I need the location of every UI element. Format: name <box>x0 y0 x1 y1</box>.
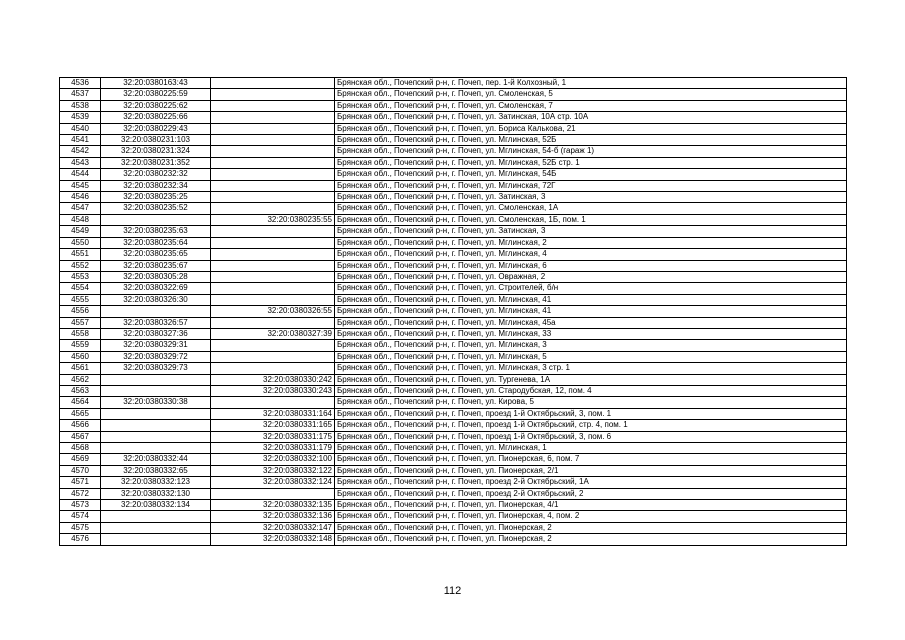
row-number-cell: 4556 <box>60 306 101 317</box>
row-number-cell: 4569 <box>60 454 101 465</box>
building-cadastral-number-cell <box>211 249 335 260</box>
table-row <box>60 169 847 180</box>
building-cadastral-number-cell: 32:20:0380330:242 <box>211 374 335 385</box>
table-row <box>60 203 847 214</box>
land-cadastral-number-cell <box>101 511 211 522</box>
table-row <box>60 374 847 385</box>
land-cadastral-number-cell: 32:20:0380235:65 <box>101 249 211 260</box>
land-cadastral-number-cell: 32:20:0380225:62 <box>101 100 211 111</box>
row-number-cell: 4560 <box>60 351 101 362</box>
building-cadastral-number-cell <box>211 260 335 271</box>
table-row <box>60 78 847 89</box>
land-cadastral-number-cell <box>101 385 211 396</box>
address-cell: Брянская обл., Почепский р-н, г. Почеп, проезд 1-й Октябрьский, 3, пом. 1 <box>335 408 847 419</box>
table-row <box>60 522 847 533</box>
building-cadastral-number-cell <box>211 169 335 180</box>
row-number-cell: 4564 <box>60 397 101 408</box>
row-number-cell: 4547 <box>60 203 101 214</box>
land-cadastral-number-cell <box>101 443 211 454</box>
table-row <box>60 283 847 294</box>
table-row <box>60 100 847 111</box>
row-number-cell: 4575 <box>60 522 101 533</box>
building-cadastral-number-cell: 32:20:0380331:179 <box>211 443 335 454</box>
table-row <box>60 500 847 511</box>
land-cadastral-number-cell: 32:20:0380326:57 <box>101 317 211 328</box>
building-cadastral-number-cell <box>211 397 335 408</box>
address-cell: Брянская обл., Почепский р-н, г. Почеп, проезд 1-й Октябрьский, стр. 4, пом. 1 <box>335 420 847 431</box>
land-cadastral-number-cell <box>101 420 211 431</box>
land-cadastral-number-cell: 32:20:0380327:36 <box>101 328 211 339</box>
table-row <box>60 317 847 328</box>
address-cell: Брянская обл., Почепский р-н, г. Почеп, ул. Мглинская, 54Б <box>335 169 847 180</box>
table-row <box>60 180 847 191</box>
address-cell: Брянская обл., Почепский р-н, г. Почеп, пер. 1-й Колхозный, 1 <box>335 78 847 89</box>
table-row <box>60 431 847 442</box>
address-cell: Брянская обл., Почепский р-н, г. Почеп, ул. Затинская, 10А стр. 10А <box>335 112 847 123</box>
row-number-cell: 4541 <box>60 135 101 146</box>
land-cadastral-number-cell: 32:20:0380330:38 <box>101 397 211 408</box>
row-number-cell: 4565 <box>60 408 101 419</box>
building-cadastral-number-cell: 32:20:0380235:55 <box>211 214 335 225</box>
row-number-cell: 4548 <box>60 214 101 225</box>
row-number-cell: 4554 <box>60 283 101 294</box>
land-cadastral-number-cell <box>101 534 211 545</box>
table-row <box>60 477 847 488</box>
row-number-cell: 4553 <box>60 271 101 282</box>
building-cadastral-number-cell: 32:20:0380332:147 <box>211 522 335 533</box>
row-number-cell: 4558 <box>60 328 101 339</box>
table-row <box>60 294 847 305</box>
table-row <box>60 89 847 100</box>
table-row <box>60 157 847 168</box>
building-cadastral-number-cell <box>211 294 335 305</box>
row-number-cell: 4543 <box>60 157 101 168</box>
building-cadastral-number-cell <box>211 89 335 100</box>
table-row <box>60 443 847 454</box>
building-cadastral-number-cell <box>211 203 335 214</box>
cadastral-register-table <box>59 77 847 546</box>
row-number-cell: 4571 <box>60 477 101 488</box>
building-cadastral-number-cell: 32:20:0380332:122 <box>211 465 335 476</box>
row-number-cell: 4567 <box>60 431 101 442</box>
page-number: 112 <box>443 585 462 597</box>
land-cadastral-number-cell: 32:20:0380235:64 <box>101 237 211 248</box>
address-cell: Брянская обл., Почепский р-н, г. Почеп, ул. Мглинская, 52Б стр. 1 <box>335 157 847 168</box>
row-number-cell: 4539 <box>60 112 101 123</box>
table-row <box>60 271 847 282</box>
row-number-cell: 4563 <box>60 385 101 396</box>
table-row <box>60 260 847 271</box>
building-cadastral-number-cell: 32:20:0380332:100 <box>211 454 335 465</box>
land-cadastral-number-cell: 32:20:0380163:43 <box>101 78 211 89</box>
table-row <box>60 146 847 157</box>
table-row <box>60 454 847 465</box>
row-number-cell: 4542 <box>60 146 101 157</box>
building-cadastral-number-cell <box>211 180 335 191</box>
land-cadastral-number-cell: 32:20:0380235:25 <box>101 192 211 203</box>
building-cadastral-number-cell: 32:20:0380332:148 <box>211 534 335 545</box>
table-row <box>60 328 847 339</box>
row-number-cell: 4573 <box>60 500 101 511</box>
land-cadastral-number-cell: 32:20:0380332:44 <box>101 454 211 465</box>
row-number-cell: 4544 <box>60 169 101 180</box>
building-cadastral-number-cell <box>211 363 335 374</box>
table-row <box>60 237 847 248</box>
land-cadastral-number-cell: 32:20:0380332:130 <box>101 488 211 499</box>
land-cadastral-number-cell: 32:20:0380225:59 <box>101 89 211 100</box>
land-cadastral-number-cell: 32:20:0380235:63 <box>101 226 211 237</box>
row-number-cell: 4549 <box>60 226 101 237</box>
address-cell: Брянская обл., Почепский р-н, г. Почеп, ул. Овражная, 2 <box>335 271 847 282</box>
building-cadastral-number-cell: 32:20:0380332:136 <box>211 511 335 522</box>
building-cadastral-number-cell: 32:20:0380330:243 <box>211 385 335 396</box>
address-cell: Брянская обл., Почепский р-н, г. Почеп, проезд 2-й Октябрьский, 1А <box>335 477 847 488</box>
land-cadastral-number-cell: 32:20:0380329:73 <box>101 363 211 374</box>
building-cadastral-number-cell: 32:20:0380332:135 <box>211 500 335 511</box>
table-row <box>60 465 847 476</box>
table-row <box>60 249 847 260</box>
address-cell: Брянская обл., Почепский р-н, г. Почеп, ул. Пионерская, 2/1 <box>335 465 847 476</box>
address-cell: Брянская обл., Почепский р-н, г. Почеп, ул. Пионерская, 6, пом. 7 <box>335 454 847 465</box>
building-cadastral-number-cell <box>211 317 335 328</box>
row-number-cell: 4538 <box>60 100 101 111</box>
row-number-cell: 4550 <box>60 237 101 248</box>
address-cell: Брянская обл., Почепский р-н, г. Почеп, ул. Мглинская, 52Б <box>335 135 847 146</box>
land-cadastral-number-cell: 32:20:0380326:30 <box>101 294 211 305</box>
building-cadastral-number-cell <box>211 123 335 134</box>
address-cell: Брянская обл., Почепский р-н, г. Почеп, ул. Мглинская, 3 стр. 1 <box>335 363 847 374</box>
table-row <box>60 123 847 134</box>
address-cell: Брянская обл., Почепский р-н, г. Почеп, ул. Мглинская, 41 <box>335 306 847 317</box>
building-cadastral-number-cell: 32:20:0380326:55 <box>211 306 335 317</box>
land-cadastral-number-cell: 32:20:0380235:67 <box>101 260 211 271</box>
land-cadastral-number-cell: 32:20:0380229:43 <box>101 123 211 134</box>
table-row <box>60 385 847 396</box>
building-cadastral-number-cell <box>211 146 335 157</box>
address-cell: Брянская обл., Почепский р-н, г. Почеп, ул. Стародубская, 12, пом. 4 <box>335 385 847 396</box>
building-cadastral-number-cell <box>211 271 335 282</box>
building-cadastral-number-cell: 32:20:0380331:175 <box>211 431 335 442</box>
building-cadastral-number-cell <box>211 112 335 123</box>
row-number-cell: 4552 <box>60 260 101 271</box>
address-cell: Брянская обл., Почепский р-н, г. Почеп, проезд 2-й Октябрьский, 2 <box>335 488 847 499</box>
table-row <box>60 112 847 123</box>
land-cadastral-number-cell: 32:20:0380329:72 <box>101 351 211 362</box>
register-table-body <box>60 78 847 546</box>
address-cell: Брянская обл., Почепский р-н, г. Почеп, ул. Мглинская, 6 <box>335 260 847 271</box>
table-row <box>60 306 847 317</box>
address-cell: Брянская обл., Почепский р-н, г. Почеп, ул. Мглинская, 33 <box>335 328 847 339</box>
land-cadastral-number-cell <box>101 431 211 442</box>
land-cadastral-number-cell: 32:20:0380232:34 <box>101 180 211 191</box>
address-cell: Брянская обл., Почепский р-н, г. Почеп, ул. Пионерская, 4/1 <box>335 500 847 511</box>
table-row <box>60 408 847 419</box>
address-cell: Брянская обл., Почепский р-н, г. Почеп, ул. Мглинская, 72Г <box>335 180 847 191</box>
building-cadastral-number-cell <box>211 283 335 294</box>
row-number-cell: 4557 <box>60 317 101 328</box>
building-cadastral-number-cell: 32:20:0380331:165 <box>211 420 335 431</box>
table-row <box>60 534 847 545</box>
land-cadastral-number-cell: 32:20:0380322:69 <box>101 283 211 294</box>
row-number-cell: 4568 <box>60 443 101 454</box>
building-cadastral-number-cell <box>211 78 335 89</box>
building-cadastral-number-cell <box>211 157 335 168</box>
building-cadastral-number-cell <box>211 226 335 237</box>
building-cadastral-number-cell: 32:20:0380327:39 <box>211 328 335 339</box>
row-number-cell: 4574 <box>60 511 101 522</box>
address-cell: Брянская обл., Почепский р-н, г. Почеп, ул. Мглинская, 54-б (гараж 1) <box>335 146 847 157</box>
land-cadastral-number-cell: 32:20:0380231:103 <box>101 135 211 146</box>
table-row <box>60 397 847 408</box>
building-cadastral-number-cell <box>211 135 335 146</box>
address-cell: Брянская обл., Почепский р-н, г. Почеп, проезд 1-й Октябрьский, 3, пом. 6 <box>335 431 847 442</box>
address-cell: Брянская обл., Почепский р-н, г. Почеп, ул. Смоленская, 1А <box>335 203 847 214</box>
table-row <box>60 340 847 351</box>
address-cell: Брянская обл., Почепский р-н, г. Почеп, ул. Мглинская, 4 <box>335 249 847 260</box>
building-cadastral-number-cell <box>211 237 335 248</box>
building-cadastral-number-cell: 32:20:0380331:164 <box>211 408 335 419</box>
land-cadastral-number-cell <box>101 374 211 385</box>
row-number-cell: 4536 <box>60 78 101 89</box>
row-number-cell: 4572 <box>60 488 101 499</box>
address-cell: Брянская обл., Почепский р-н, г. Почеп, ул. Пионерская, 4, пом. 2 <box>335 511 847 522</box>
land-cadastral-number-cell: 32:20:0380231:324 <box>101 146 211 157</box>
land-cadastral-number-cell: 32:20:0380305:28 <box>101 271 211 282</box>
row-number-cell: 4576 <box>60 534 101 545</box>
row-number-cell: 4551 <box>60 249 101 260</box>
row-number-cell: 4555 <box>60 294 101 305</box>
land-cadastral-number-cell: 32:20:0380332:134 <box>101 500 211 511</box>
table-row <box>60 511 847 522</box>
address-cell: Брянская обл., Почепский р-н, г. Почеп, ул. Мглинская, 41 <box>335 294 847 305</box>
address-cell: Брянская обл., Почепский р-н, г. Почеп, ул. Затинская, 3 <box>335 192 847 203</box>
land-cadastral-number-cell: 32:20:0380232:32 <box>101 169 211 180</box>
table-row <box>60 351 847 362</box>
table-row <box>60 363 847 374</box>
row-number-cell: 4570 <box>60 465 101 476</box>
address-cell: Брянская обл., Почепский р-н, г. Почеп, ул. Мглинская, 3 <box>335 340 847 351</box>
row-number-cell: 4562 <box>60 374 101 385</box>
land-cadastral-number-cell: 32:20:0380329:31 <box>101 340 211 351</box>
row-number-cell: 4537 <box>60 89 101 100</box>
land-cadastral-number-cell: 32:20:0380332:65 <box>101 465 211 476</box>
row-number-cell: 4546 <box>60 192 101 203</box>
row-number-cell: 4561 <box>60 363 101 374</box>
address-cell: Брянская обл., Почепский р-н, г. Почеп, ул. Мглинская, 1 <box>335 443 847 454</box>
land-cadastral-number-cell <box>101 306 211 317</box>
row-number-cell: 4559 <box>60 340 101 351</box>
address-cell: Брянская обл., Почепский р-н, г. Почеп, ул. Тургенева, 1А <box>335 374 847 385</box>
row-number-cell: 4540 <box>60 123 101 134</box>
table-row <box>60 192 847 203</box>
building-cadastral-number-cell: 32:20:0380332:124 <box>211 477 335 488</box>
land-cadastral-number-cell <box>101 522 211 533</box>
address-cell: Брянская обл., Почепский р-н, г. Почеп, ул. Смоленская, 5 <box>335 89 847 100</box>
land-cadastral-number-cell: 32:20:0380235:52 <box>101 203 211 214</box>
address-cell: Брянская обл., Почепский р-н, г. Почеп, ул. Смоленская, 1Б, пом. 1 <box>335 214 847 225</box>
table-row <box>60 135 847 146</box>
building-cadastral-number-cell <box>211 351 335 362</box>
building-cadastral-number-cell <box>211 192 335 203</box>
building-cadastral-number-cell <box>211 340 335 351</box>
address-cell: Брянская обл., Почепский р-н, г. Почеп, ул. Мглинская, 45а <box>335 317 847 328</box>
address-cell: Брянская обл., Почепский р-н, г. Почеп, ул. Смоленская, 7 <box>335 100 847 111</box>
table-row <box>60 420 847 431</box>
address-cell: Брянская обл., Почепский р-н, г. Почеп, ул. Бориса Калькова, 21 <box>335 123 847 134</box>
row-number-cell: 4566 <box>60 420 101 431</box>
table-row <box>60 226 847 237</box>
address-cell: Брянская обл., Почепский р-н, г. Почеп, ул. Мглинская, 2 <box>335 237 847 248</box>
land-cadastral-number-cell <box>101 214 211 225</box>
address-cell: Брянская обл., Почепский р-н, г. Почеп, ул. Мглинская, 5 <box>335 351 847 362</box>
address-cell: Брянская обл., Почепский р-н, г. Почеп, ул. Затинская, 3 <box>335 226 847 237</box>
row-number-cell: 4545 <box>60 180 101 191</box>
address-cell: Брянская обл., Почепский р-н, г. Почеп, ул. Пионерская, 2 <box>335 522 847 533</box>
building-cadastral-number-cell <box>211 488 335 499</box>
land-cadastral-number-cell <box>101 408 211 419</box>
building-cadastral-number-cell <box>211 100 335 111</box>
address-cell: Брянская обл., Почепский р-н, г. Почеп, ул. Пионерская, 2 <box>335 534 847 545</box>
land-cadastral-number-cell: 32:20:0380231:352 <box>101 157 211 168</box>
address-cell: Брянская обл., Почепский р-н, г. Почеп, ул. Строителей, б/н <box>335 283 847 294</box>
address-cell: Брянская обл., Почепский р-н, г. Почеп, ул. Кирова, 5 <box>335 397 847 408</box>
table-row <box>60 488 847 499</box>
land-cadastral-number-cell: 32:20:0380225:66 <box>101 112 211 123</box>
land-cadastral-number-cell: 32:20:0380332:123 <box>101 477 211 488</box>
table-row <box>60 214 847 225</box>
